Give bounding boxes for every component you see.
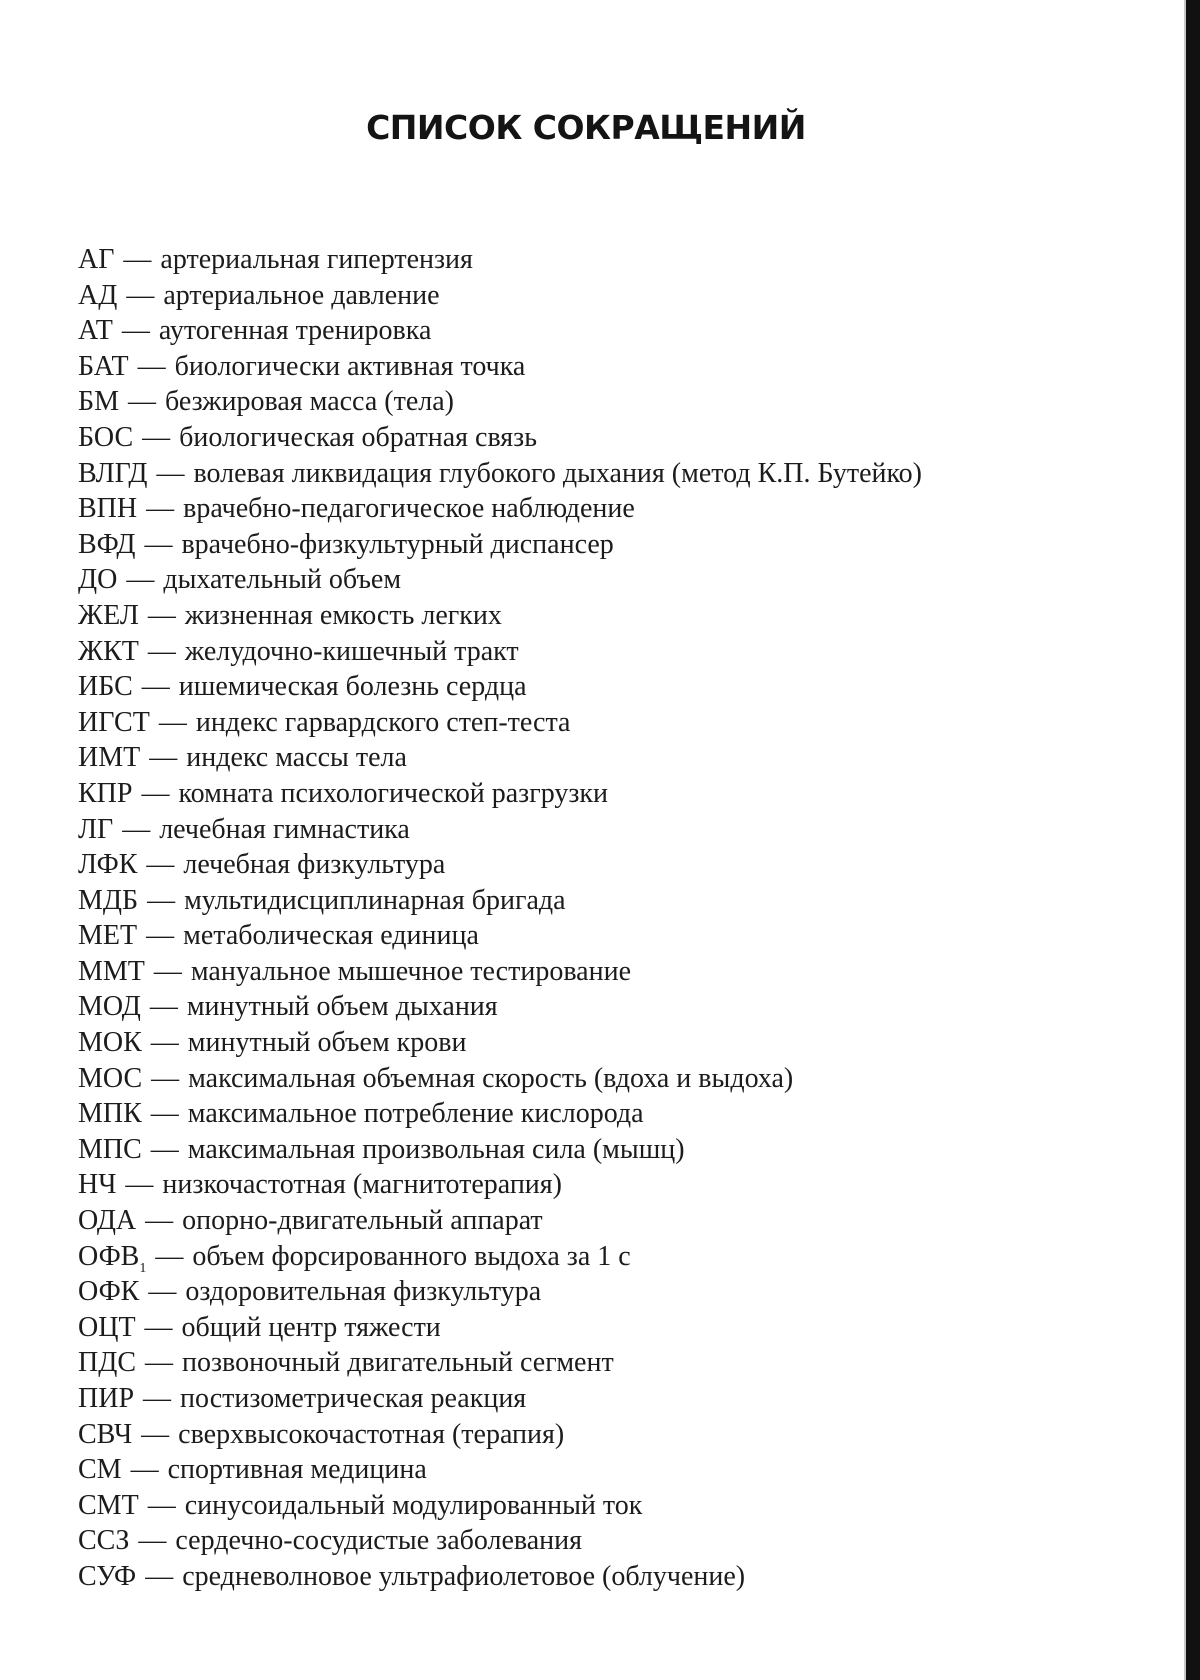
em-dash-separator: — <box>141 777 170 809</box>
abbreviation-entry <box>78 705 1138 741</box>
abbreviation-entry <box>78 1025 1138 1061</box>
abbreviation-term: БАТ <box>78 350 129 382</box>
abbreviation-definition: дыхательный объем <box>163 564 402 596</box>
abbreviation-term: МПС <box>78 1133 142 1165</box>
abbreviation-term: ИБС <box>78 671 133 703</box>
em-dash-separator: — <box>151 1062 180 1094</box>
abbreviation-entry <box>78 740 1138 776</box>
page-title: СПИСОК СОКРАЩЕНИЙ <box>366 108 806 147</box>
abbreviation-entry <box>78 954 1138 990</box>
abbreviation-term: МДБ <box>78 884 139 916</box>
abbreviation-definition: индекс гарвардского степ-теста <box>195 706 571 738</box>
abbreviation-term: ЛГ <box>78 813 114 845</box>
abbreviation-subscript: 1 <box>139 1260 147 1276</box>
abbreviation-definition: средневолновое ультрафиолетовое (облучение) <box>182 1560 746 1592</box>
abbreviation-term: ССЗ <box>78 1525 130 1557</box>
abbreviation-term: МПК <box>78 1098 142 1130</box>
em-dash-separator: — <box>125 1169 154 1201</box>
em-dash-separator: — <box>148 1276 177 1308</box>
abbreviation-term: АТ <box>78 315 113 347</box>
abbreviation-entry <box>78 812 1138 848</box>
abbreviation-definition: общий центр тяжести <box>181 1311 441 1343</box>
abbreviation-definition: сердечно-сосудистые заболевания <box>175 1525 583 1557</box>
em-dash-separator: — <box>138 1525 167 1557</box>
abbreviation-term: БОС <box>78 421 134 453</box>
abbreviation-term: ЛФК <box>78 849 138 881</box>
abbreviation-definition: метаболическая единица <box>183 920 479 952</box>
em-dash-separator: — <box>123 244 152 275</box>
abbreviation-definition: оздоровительная физкультура <box>185 1276 542 1308</box>
em-dash-separator: — <box>150 1027 179 1059</box>
abbreviation-definition: биологическая обратная связь <box>179 421 538 453</box>
abbreviation-term: СМ <box>78 1454 122 1486</box>
em-dash-separator: — <box>121 315 150 347</box>
em-dash-separator: — <box>150 1098 179 1130</box>
abbreviation-term: ОЦТ <box>78 1311 136 1343</box>
em-dash-separator: — <box>145 1347 173 1379</box>
abbreviation-entry <box>78 1096 1138 1132</box>
em-dash-separator: — <box>149 742 178 774</box>
em-dash-separator: — <box>137 350 166 382</box>
abbreviation-entry <box>78 278 1138 314</box>
abbreviation-entry <box>78 527 1138 563</box>
abbreviation-term: ОФВ <box>78 1240 140 1272</box>
abbreviation-entry <box>78 776 1138 812</box>
abbreviation-entry <box>78 847 1138 883</box>
abbreviation-term: ИМТ <box>78 742 141 774</box>
abbreviation-term: МОД <box>78 991 141 1023</box>
abbreviation-term: МЕТ <box>78 920 138 952</box>
abbreviation-definition: лечебная гимнастика <box>159 813 410 845</box>
abbreviation-definition: желудочно-кишечный тракт <box>184 635 519 667</box>
em-dash-separator: — <box>126 564 155 596</box>
em-dash-separator: — <box>142 421 171 453</box>
em-dash-separator: — <box>150 1133 179 1165</box>
em-dash-separator: — <box>155 1240 184 1272</box>
abbreviation-entry <box>78 456 1138 492</box>
abbreviation-definition: опорно-двигательный аппарат <box>182 1205 543 1237</box>
abbreviation-term: НЧ <box>78 1169 117 1201</box>
abbreviation-definition: комната психологической разгрузки <box>178 777 608 809</box>
em-dash-separator: — <box>146 493 175 525</box>
abbreviation-term: КПР <box>78 777 133 809</box>
abbreviation-entry <box>78 384 1138 420</box>
abbreviation-term: МОС <box>78 1062 143 1094</box>
abbreviation-definition: аутогенная тренировка <box>158 315 432 347</box>
scan-dark-edge <box>1186 0 1200 1680</box>
abbreviation-definition: низкочастотная (магнитотерапия) <box>162 1169 562 1201</box>
abbreviation-entry <box>78 1274 1138 1310</box>
em-dash-separator: — <box>127 386 156 418</box>
abbreviation-term: ПДС <box>78 1347 136 1379</box>
abbreviation-entry <box>78 491 1138 527</box>
abbreviation-term: СУФ <box>78 1560 137 1592</box>
em-dash-separator: — <box>141 671 170 703</box>
abbreviation-entry <box>78 1203 1138 1239</box>
abbreviation-definition: биологически активная точка <box>174 350 526 382</box>
abbreviation-term: СВЧ <box>78 1418 133 1450</box>
abbreviation-term: ВПН <box>78 493 138 525</box>
abbreviation-term: ЖЕЛ <box>78 599 139 631</box>
abbreviation-term: ОФК <box>78 1276 140 1308</box>
abbreviation-definition: ишемическая болезнь сердца <box>178 671 527 703</box>
em-dash-separator: — <box>122 813 151 845</box>
abbreviation-entry <box>78 1417 1138 1453</box>
abbreviation-entry <box>78 1132 1138 1168</box>
abbreviation-entry <box>78 562 1138 598</box>
abbreviation-definition: мануальное мышечное тестирование <box>190 955 631 987</box>
abbreviation-definition: максимальная объемная скорость (вдоха и выдоха) <box>188 1062 794 1094</box>
abbreviation-definition: постизометрическая реакция <box>180 1383 527 1414</box>
abbreviation-definition: индекс массы тела <box>186 742 407 774</box>
abbreviation-entry <box>78 883 1138 919</box>
abbreviation-term: ВЛГД <box>78 457 148 489</box>
em-dash-separator: — <box>147 635 176 667</box>
abbreviation-definition: мультидисциплинарная бригада <box>184 884 566 916</box>
abbreviation-definition: минутный объем крови <box>187 1027 467 1059</box>
abbreviation-term: ПИР <box>78 1383 135 1414</box>
abbreviation-definition: сверхвысокочастотная (терапия) <box>178 1418 565 1450</box>
em-dash-separator: — <box>147 884 176 916</box>
abbreviation-entry <box>78 1452 1138 1488</box>
abbreviation-entry <box>78 1167 1138 1203</box>
em-dash-separator: — <box>143 1383 172 1414</box>
em-dash-separator: — <box>147 599 176 631</box>
abbreviation-entry <box>78 1310 1138 1346</box>
abbreviation-definition: лечебная физкультура <box>183 849 446 881</box>
abbreviation-term: СМТ <box>78 1489 139 1521</box>
abbreviation-entry <box>78 1488 1138 1524</box>
abbreviation-definition: артериальная гипертензия <box>160 244 473 275</box>
abbreviation-definition: позвоночный двигательный сегмент <box>182 1347 614 1379</box>
abbreviation-entry <box>78 634 1138 670</box>
abbreviation-entry <box>78 1345 1138 1381</box>
abbreviation-entry <box>78 420 1138 456</box>
abbreviation-definition: минутный объем дыхания <box>186 991 498 1023</box>
abbreviation-entry <box>78 313 1138 349</box>
em-dash-separator: — <box>156 457 185 489</box>
em-dash-separator: — <box>146 849 175 881</box>
em-dash-separator: — <box>144 528 173 560</box>
abbreviation-definition: волевая ликвидация глубокого дыхания (метод К.П. Бутейко) <box>193 457 922 489</box>
abbreviation-entry <box>78 1523 1138 1559</box>
abbreviation-term: ДО <box>78 564 118 596</box>
abbreviation-term: ВФД <box>78 528 136 560</box>
abbreviation-term: АД <box>78 279 118 311</box>
abbreviation-definition: жизненная емкость легких <box>184 599 502 631</box>
abbreviation-entry <box>78 1559 1138 1595</box>
abbreviation-list <box>78 242 1138 1595</box>
abbreviation-definition: синусоидальный модулированный ток <box>184 1489 643 1521</box>
abbreviation-term: ИГСТ <box>78 706 150 738</box>
em-dash-separator: — <box>146 920 175 952</box>
abbreviation-term: БМ <box>78 386 119 418</box>
abbreviation-term: МОК <box>78 1027 142 1059</box>
abbreviation-entry <box>78 989 1138 1025</box>
abbreviation-definition: объем форсированного выдоха за 1 с <box>192 1240 631 1272</box>
abbreviation-definition: спортивная медицина <box>167 1454 427 1486</box>
em-dash-separator: — <box>144 1311 173 1343</box>
em-dash-separator: — <box>153 955 182 987</box>
abbreviation-entry <box>78 598 1138 634</box>
abbreviation-term: ЖКТ <box>78 635 139 667</box>
em-dash-separator: — <box>145 1205 174 1237</box>
abbreviation-definition: врачебно-педагогическое наблюдение <box>183 493 635 525</box>
em-dash-separator: — <box>149 991 178 1023</box>
abbreviation-entry <box>78 918 1138 954</box>
em-dash-separator: — <box>141 1418 170 1450</box>
abbreviation-definition: врачебно-физкультурный диспансер <box>181 528 614 560</box>
em-dash-separator: — <box>130 1454 159 1486</box>
abbreviation-entry <box>78 1061 1138 1097</box>
abbreviation-term: ОДА <box>78 1205 137 1237</box>
em-dash-separator: — <box>147 1489 176 1521</box>
abbreviation-entry <box>78 669 1138 705</box>
abbreviation-term: АГ <box>78 244 115 275</box>
abbreviation-entry <box>78 1239 1138 1275</box>
abbreviation-definition: артериальное давление <box>163 279 440 311</box>
abbreviation-entry <box>78 242 1138 278</box>
abbreviation-entry <box>78 1381 1138 1417</box>
abbreviation-entry <box>78 349 1138 385</box>
abbreviation-term: ММТ <box>78 955 145 987</box>
abbreviation-definition: максимальное потребление кислорода <box>187 1098 644 1130</box>
em-dash-separator: — <box>145 1560 174 1592</box>
em-dash-separator: — <box>158 706 187 738</box>
em-dash-separator: — <box>126 279 155 311</box>
abbreviation-definition: максимальная произвольная сила (мышц) <box>187 1133 685 1165</box>
abbreviation-definition: безжировая масса (тела) <box>164 386 454 418</box>
